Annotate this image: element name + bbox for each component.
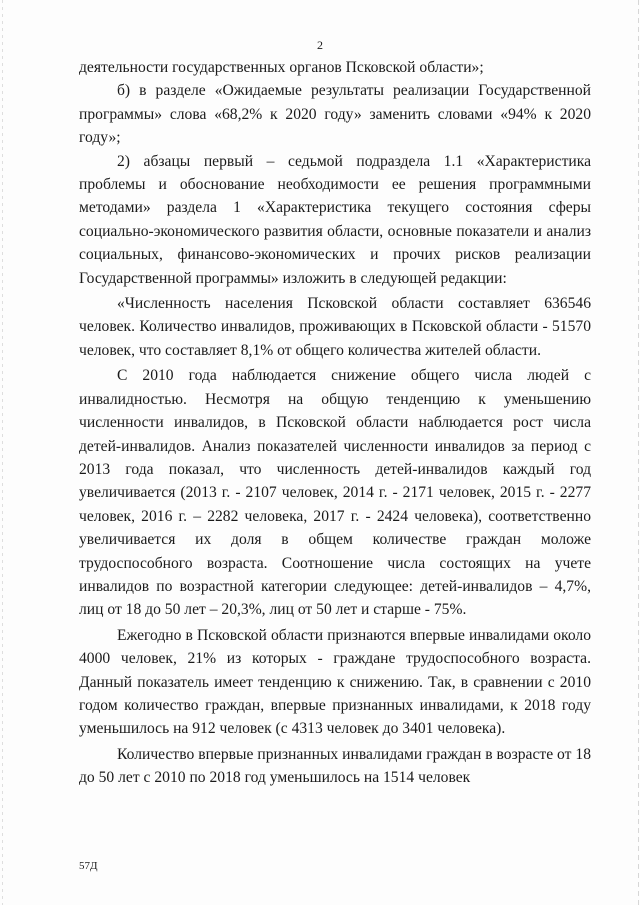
document-body [79, 56, 591, 790]
paragraph-disability-trend: С 2010 года наблюдается снижение общего числа людей с инвалидностью. Несмотря на общую тенденцию к уменьшению численности инвалидов, в Псковской области наблюдается рост числа детей-инвалидов. Анализ показателей численности инвалидов за период с 2013 года показал, что численность детей-инвалидов каждый год увеличивается (2013 г. - 2107 человек, 2014 г. - 2171 человек, 2015 г. - 2277 человек, 2016 г. – 2282 человека, 2017 г. - 2424 человека), соответственно увеличивается их доля в общем количестве граждан моложе трудоспособного возраста. Соотношение числа состоящих на учете инвалидов по возрастной категории следующее: детей-инвалидов – 4,7%, лиц от 18 до 50 лет – 20,3%, лиц от 50 лет и старше - 75%. [79, 367, 591, 619]
paragraph-annual-recognition: Ежегодно в Псковской области признаются впервые инвалидами около 4000 человек, 21% из которых - граждане трудоспособного возраста. Данный показатель имеет тенденцию к снижению. Так, в сравнении с 2010 годом количество граждан, впервые признанных инвалидами, к 2018 году уменьшилось на 912 человек (с 4313 человек до 3401 человека). [79, 626, 591, 738]
paragraph-age-group: Количество впервые признанных инвалидами граждан в возрасте от 18 до 50 лет с 2010 по 2018 год уменьшилось на 1514 человек [79, 745, 591, 787]
footer-document-code: 57Д [79, 860, 98, 872]
paragraph-item-2: 2) абзацы первый – седьмой подраздела 1.1 «Характеристика проблемы и обоснование необходимости ее решения программными методами» раздела 1 «Характеристика текущего состояния сферы социально-экономического развития области, основные показатели и анализ социальных, финансово-экономических и прочих рисков реализации Государственной программы» изложить в следующей редакции: [79, 152, 591, 287]
paragraph-item-b: б) в разделе «Ожидаемые результаты реализации Государственной программы» слова «68,2% к 2020 году» заменить словами «94% к 2020 году»; [79, 82, 591, 147]
paragraph-population: «Численность населения Псковской области составляет 636546 человек. Количество инвалидов, проживающих в Псковской области - 51570 человек, что составляет 8,1% от общего количества жителей области. [79, 295, 591, 359]
scan-edge-right [638, 0, 639, 905]
page-number: 2 [317, 38, 323, 52]
paragraph-continuation: деятельности государственных органов Псковской области»; [79, 59, 484, 76]
scan-edge-left [2, 0, 3, 905]
